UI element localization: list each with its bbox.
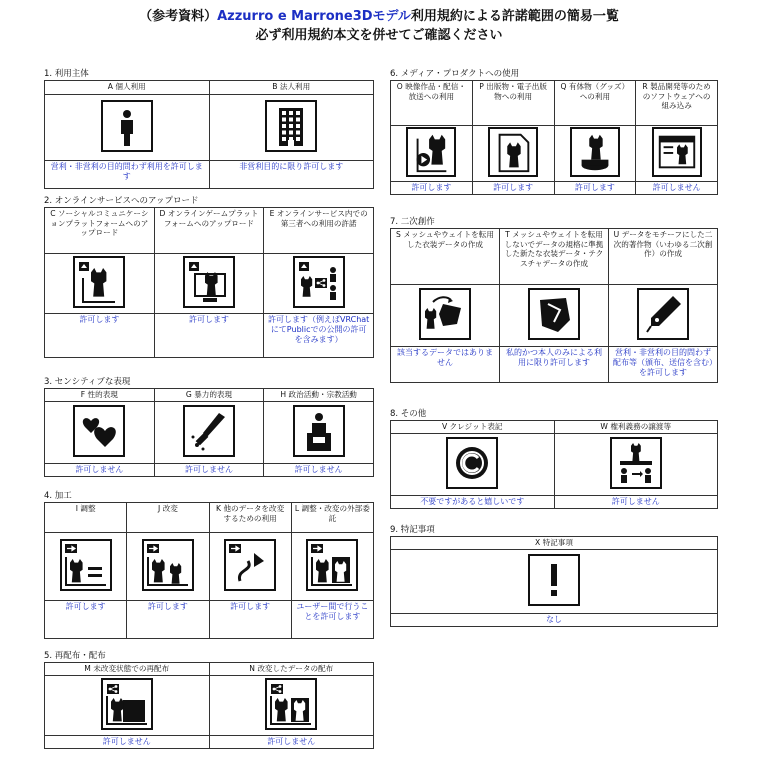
item-heading: I 調整: [45, 503, 127, 533]
item-icon-cell: [264, 402, 374, 464]
item-result: 許可します: [45, 314, 155, 358]
item-icon-cell: [264, 254, 374, 314]
item-icon-cell: [45, 533, 127, 601]
section-derivative: [390, 216, 718, 383]
item-icon-cell: [391, 126, 473, 182]
item-icon-cell: [45, 676, 210, 736]
item-icon-cell: [209, 676, 374, 736]
permission-table: [44, 80, 374, 189]
item-result: 営利・非営利の目的問わず利用を許可します: [45, 161, 210, 189]
item-result: 営利・非営利の目的問わず配布等（頒布、送信を含む）を許可します: [609, 347, 718, 383]
item-icon-cell: [472, 126, 554, 182]
redistribute-icon: [101, 678, 153, 730]
person-icon: [101, 100, 153, 152]
section-sensitive: [44, 376, 374, 477]
item-heading: P 出版物・電子出版物への利用: [472, 81, 554, 126]
item-result: なし: [391, 614, 718, 627]
item-result: 許可しません: [636, 182, 718, 195]
item-icon-cell: [554, 434, 718, 496]
item-icon-cell: [609, 285, 718, 347]
section-label: 2. オンラインサービスへのアップロード: [44, 196, 199, 206]
section-special-notes: [390, 524, 718, 627]
item-result: 許可します: [209, 601, 291, 639]
item-heading: X 特記事項: [391, 537, 718, 550]
permission-table: [44, 207, 374, 358]
item-result: 許可します: [45, 601, 127, 639]
publication-icon: [488, 127, 538, 177]
item-result: 不要ですがあると嬉しいです: [391, 496, 555, 509]
item-heading: V クレジット表記: [391, 421, 555, 434]
new-costume-icon: [528, 288, 580, 340]
item-heading: A 個人利用: [45, 81, 210, 95]
item-result: 許可します（例えばVRChatにてPublicでの公開の許可を含みます）: [264, 314, 374, 358]
section-label: 3. センシティブな表現: [44, 377, 131, 387]
building-icon: [265, 100, 317, 152]
item-heading: C ソーシャルコミュニケーションプラットフォームへのアップロード: [45, 208, 155, 254]
item-icon-cell: [154, 402, 264, 464]
section-label: 6. メディア・プロダクトへの使用: [390, 69, 520, 79]
item-result: 許可しません: [209, 736, 374, 749]
permission-table: [390, 228, 718, 383]
item-result: 非営利目的に限り許可します: [209, 161, 374, 189]
item-result: 許可します: [154, 314, 264, 358]
item-icon-cell: [127, 533, 209, 601]
adjust-icon: [60, 539, 112, 591]
item-icon-cell: [500, 285, 609, 347]
item-icon-cell: [154, 254, 264, 314]
copyright-icon: [446, 437, 498, 489]
section-label: 5. 再配布・配布: [44, 651, 106, 661]
item-heading: Q 有体物（グッズ）への利用: [554, 81, 636, 126]
section-online-upload: [44, 195, 374, 358]
item-result: 該当するデータではありません: [391, 347, 500, 383]
section-other: [390, 408, 718, 509]
item-result: 許可します: [472, 182, 554, 195]
video-icon: [406, 127, 456, 177]
item-result: 許可しません: [264, 464, 374, 477]
item-heading: M 未改変状態での再配布: [45, 663, 210, 676]
item-result: 許可します: [554, 182, 636, 195]
distribute-modified-icon: [265, 678, 317, 730]
item-heading: K 他のデータを改変するための利用: [209, 503, 291, 533]
section-redistribution: [44, 650, 374, 749]
item-result: 許可しません: [45, 736, 210, 749]
item-heading: F 性的表現: [45, 389, 155, 402]
upload-game-icon: [183, 256, 235, 308]
item-result: 許可しません: [45, 464, 155, 477]
permission-table: [390, 420, 718, 509]
section-label: 1. 利用主体: [44, 69, 89, 79]
item-heading: O 映像作品・配信・放送への利用: [391, 81, 473, 126]
reuse-data-icon: [224, 539, 276, 591]
item-heading: G 暴力的表現: [154, 389, 264, 402]
pen-icon: [637, 288, 689, 340]
section-media-product: [390, 68, 718, 195]
item-icon-cell: [391, 434, 555, 496]
item-heading: J 改変: [127, 503, 209, 533]
item-icon-cell: [209, 533, 291, 601]
goods-icon: [570, 127, 620, 177]
permission-table: [44, 502, 374, 639]
item-result: 許可しません: [154, 464, 264, 477]
knife-icon: [183, 405, 235, 457]
item-icon-cell: [45, 254, 155, 314]
item-icon-cell: [636, 126, 718, 182]
modify-icon: [142, 539, 194, 591]
hearts-icon: [73, 405, 125, 457]
item-heading: T メッシュやウェイトを転用しないでデータの規格に準拠した新たな衣装データ・テクスチャデータの作成: [500, 229, 609, 285]
item-result: 許可します: [391, 182, 473, 195]
item-icon-cell: [391, 550, 718, 614]
software-icon: [652, 127, 702, 177]
item-icon-cell: [554, 126, 636, 182]
item-heading: E オンラインサービス内での第三者への利用の許諾: [264, 208, 374, 254]
section-usage-subject: [44, 68, 374, 189]
section-label: 9. 特記事項: [390, 525, 435, 535]
item-icon-cell: [291, 533, 373, 601]
permission-table: [44, 388, 374, 477]
page-subtitle: 必ず利用規約本文を併せてご確認ください: [255, 28, 503, 43]
item-icon-cell: [45, 95, 210, 161]
section-label: 7. 二次創作: [390, 217, 435, 227]
costume-transfer-icon: [419, 288, 471, 340]
item-heading: B 法人利用: [209, 81, 374, 95]
item-heading: H 政治活動・宗教活動: [264, 389, 374, 402]
item-icon-cell: [391, 285, 500, 347]
section-label: 4. 加工: [44, 491, 72, 501]
item-heading: U データをモチーフにした二次的著作物（いわゆる二次創作）の作成: [609, 229, 718, 285]
item-heading: N 改変したデータの配布: [209, 663, 374, 676]
upload-social-icon: [73, 256, 125, 308]
item-heading: L 調整・改変の外部委託: [291, 503, 373, 533]
item-result: 許可しません: [554, 496, 718, 509]
exclamation-icon: [528, 554, 580, 606]
item-heading: W 権利義務の譲渡等: [554, 421, 718, 434]
podium-icon: [293, 405, 345, 457]
item-heading: R 製品開発等のためのソフトウェアへの組み込み: [636, 81, 718, 126]
item-result: ユーザー間で行うことを許可します: [291, 601, 373, 639]
permission-table: [390, 536, 718, 627]
permission-table: [44, 662, 374, 749]
item-result: 私的かつ本人のみによる利用に限り許可します: [500, 347, 609, 383]
permission-table: [390, 80, 718, 195]
item-heading: S メッシュやウェイトを転用した衣装データの作成: [391, 229, 500, 285]
outsource-icon: [306, 539, 358, 591]
item-result: 許可します: [127, 601, 209, 639]
section-label: 8. その他: [390, 409, 427, 419]
item-icon-cell: [45, 402, 155, 464]
item-icon-cell: [209, 95, 374, 161]
section-processing: [44, 490, 374, 639]
item-heading: D オンラインゲームプラットフォームへのアップロード: [154, 208, 264, 254]
transfer-rights-icon: [610, 437, 662, 489]
page-title: （参考資料）Azzurro e Marrone3Dモデル利用規約による許諾範囲の簡易一覧: [139, 9, 619, 24]
share-third-party-icon: [293, 256, 345, 308]
